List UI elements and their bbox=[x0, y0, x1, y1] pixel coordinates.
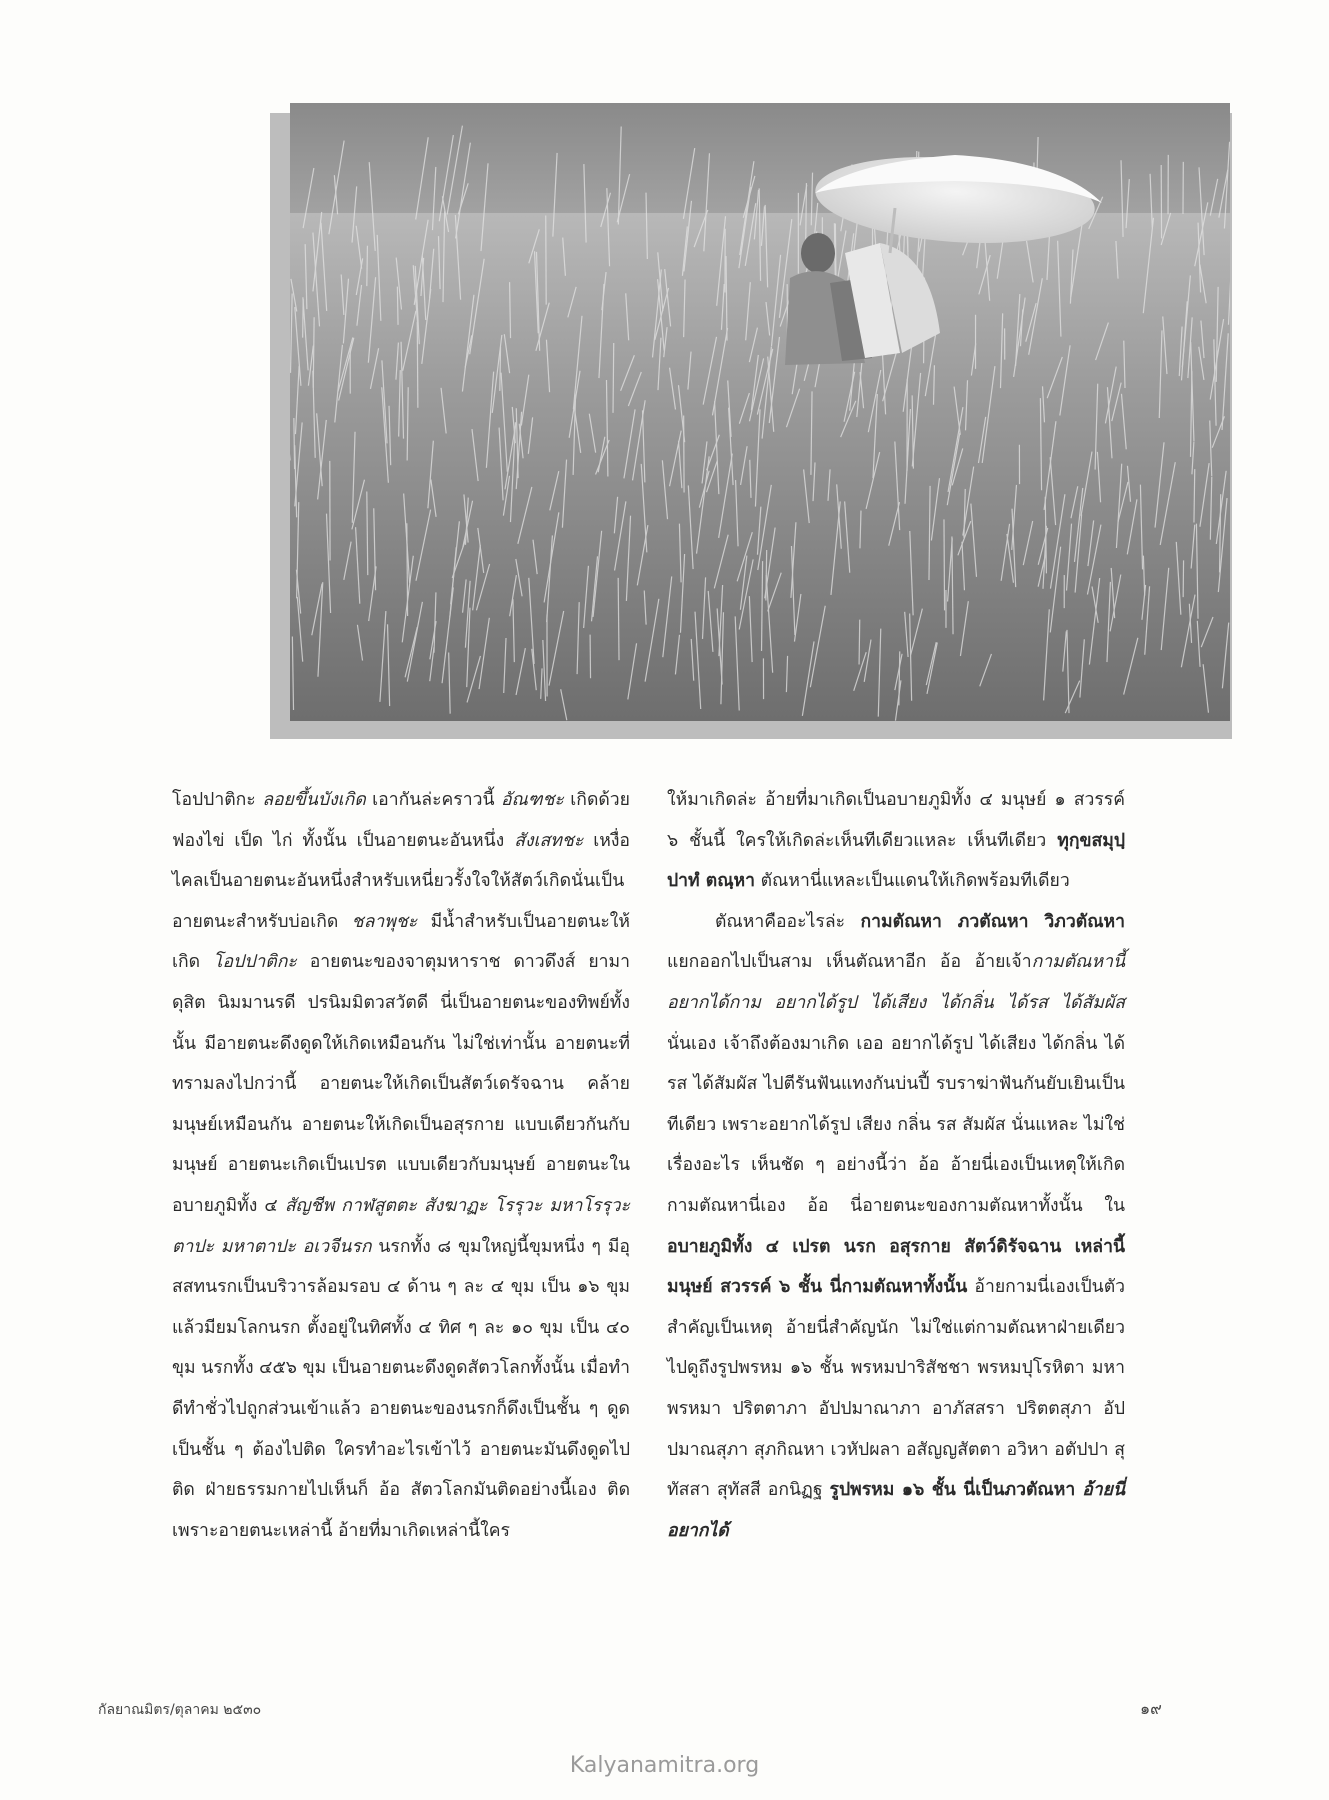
grass-stalk bbox=[303, 299, 304, 338]
grass-stalk bbox=[367, 246, 368, 286]
text-run: อัณฑชะ bbox=[500, 790, 564, 810]
grass-stalk bbox=[417, 322, 418, 408]
left-text-column bbox=[172, 780, 630, 1551]
text-run: โอปปาติกะ bbox=[172, 790, 263, 810]
text-run: อ้ายกามนี่เองเป็นตัวสำคัญเป็นเหตุ อ้ายนี่สำคัญนัก ไม่ใช่แต่กามตัณหาฝ่ายเดียว ไปดูถึงรูปพรหม ๑๖ ชั้น พรหมปาริสัชชา พรหมปุโรหิตา มหาพรหมา ปริตตาภา อัปปมาณาภา อาภัสสรา ปริตตสุภา อัปปมาณสุภา สุภกิณหา เวหัปผลา อสัญญสัตตา อวิหา อตัปปา สุทัสสา สุทัสสี อกนิฏฐ bbox=[667, 1277, 1125, 1501]
grass-stalk bbox=[397, 287, 398, 325]
text-run: นั่นเอง เจ้าถึงต้องมาเกิด เออ อยากได้รูป ได้เสียง ได้กลิ่น ได้รส ได้สัมผัส ไปตีรันฟันแทงกันบ่นปี้ รบราฆ่าฟันกันยับเยินเป็นทีเดียว เพราะอยากได้รูป เสียง กลิ่น รส สัมผัส นั่นแหละ ไม่ใช่เรื่องอะไร เห็นชัด ๆ อย่างนี้ว่า อ้อ อ้ายนี่เองเป็นเหตุให้เกิด กามตัณหานี่เอง อ้อ นี่อายตนะของกามตัณหาทั้งนั้น ใน bbox=[667, 1033, 1125, 1216]
text-run: ตัณหานี่แหละเป็นแดนให้เกิดพร้อมทีเดียว bbox=[755, 871, 1070, 892]
text-run: แยกออกไปเป็นสาม เห็นตัณหาอีก อ้อ อ้ายเจ้า bbox=[667, 952, 1032, 973]
text-run: ลอยขึ้นบังเกิด bbox=[262, 790, 366, 810]
text-run: โอปปาติกะ bbox=[213, 952, 297, 973]
watermark: Kalyanamitra.org bbox=[569, 1753, 760, 1778]
text-run: กามตัณหานี้ อยากได้กาม อยากได้รูป ได้เสียง ได้กลิ่น ได้รส ได้สัมผัส bbox=[667, 952, 1125, 1013]
text-run: รูปพรหม ๑๖ ชั้น นี่เป็นภวตัณหา bbox=[829, 1479, 1076, 1501]
text-run: ชลาพุชะ bbox=[351, 911, 418, 932]
text-run: ทุกฺขสมุปฺปาทํ ตณฺหา bbox=[667, 829, 1125, 892]
text-run: นรกทั้ง ๘ ขุมใหญ่นี้ขุมหนึ่ง ๆ มีอุสสทนรกเป็นบริวารล้อมรอบ ๔ ด้าน ๆ ละ ๔ ขุม เป็น ๑๖ ขุม แล้วมียมโลกนรก ตั้งอยู่ในทิศทั้ง ๔ ทิศ ๆ ละ ๑๐ ขุม เป็น ๔๐ ขุม นรกทั้ง ๔๕๖ ขุม เป็นอายตนะดึงดูดสัตวโลกทั้งนั้น เมื่อทำดีทำชั่วไปถูกส่วนเข้าแล้ว อายตนะของนรกก็ดึงเป็นชั้น ๆ ดูดเป็นชั้น ๆ ต้องไปติด ใครทำอะไรเข้าไว้ อายตนะมันดึงดูดไปติด ฝ่ายธรรมกายไปเห็นก็ อ้อ สัตวโลกมันติดอย่างนี้เอง ติดเพราะอายตนะเหล่านี้ อ้ายที่มาเกิดเหล่านี้ใคร bbox=[172, 1236, 630, 1541]
grass-field-illustration bbox=[290, 103, 1230, 721]
text-run: สัญชีพ กาฬสูตตะ สังฆาฏะ โรรุวะ มหาโรรุวะ ตาปะ มหาตาปะ อเวจีนรก bbox=[172, 1195, 630, 1257]
text-run: อ้ายนี่อยากได้ bbox=[667, 1479, 1125, 1541]
right-paragraph-1 bbox=[667, 780, 1125, 902]
text-run: อายตนะของจาตุมหาราช ดาวดึงส์ ยามา ดุสิต นิมมานรดี ปรนิมมิตวสวัตดี นี่เป็นอายตนะของทิพย์ทั้งนั้น มีอายตนะดึงดูดให้เกิดเหมือนกัน ไม่ใช่เท่านั้น อายตนะที่ทรามลงไปกว่านี้ อายตนะให้เกิดเป็นสัตว์เดรัจฉาน คล้ายมนุษย์เหมือนกัน อายตนะให้เกิดเป็นอสุรกาย แบบเดียวกันกับมนุษย์ อายตนะเกิดเป็นเปรต แบบเดียวกับมนุษย์ อายตนะในอบายภูมิทั้ง ๔ bbox=[172, 952, 630, 1216]
text-run: มีน้ำสำหรับเป็นอายตนะให้เกิด bbox=[172, 911, 630, 973]
text-run: อบายภูมิทั้ง ๔ เปรต นรก อสุรกาย สัตว์ดิรัจฉาน เหล่านี้ มนุษย์ สวรรค์ ๖ ชั้น นี่กามตัณหาทั้งนั้น bbox=[667, 1235, 1125, 1298]
text-run: เอากันล่ะคราวนี้ bbox=[365, 790, 501, 810]
footer-publication: กัลยาณมิตร/ตุลาคม ๒๕๓๐ bbox=[98, 1702, 262, 1718]
left-paragraph-1 bbox=[172, 780, 630, 1551]
text-run: เหงื่อไคลเป็นอายตนะอันหนึ่งสำหรับเหนี่ยวรั้งใจให้สัตว์เกิดนั่นเป็นอายตนะสำหรับบ่อเกิด bbox=[172, 830, 630, 932]
grass-stalk bbox=[766, 550, 767, 601]
text-run: สังเสทชะ bbox=[514, 830, 584, 851]
grass-stalk bbox=[859, 620, 860, 665]
monk-field-photo bbox=[290, 103, 1230, 721]
grass-stalk bbox=[294, 418, 295, 469]
grass-stalk bbox=[613, 343, 614, 413]
text-run: ให้มาเกิดล่ะ อ้ายที่มาเกิดเป็นอบายภูมิทั้ง ๔ มนุษย์ ๑ สวรรค์ ๖ ชั้นนี้ ใครให้เกิดล่ะเห็นทีเดียวแหละ เห็นทีเดียว bbox=[667, 790, 1125, 851]
text-run: กามตัณหา ภวตัณหา วิภวตัณหา bbox=[860, 910, 1126, 932]
text-run: เกิดด้วยฟองไข่ เป็ด ไก่ ทั้งนั้น เป็นอายตนะอันหนึ่ง bbox=[172, 790, 630, 851]
grass-stalk bbox=[944, 519, 945, 610]
grass-stalk bbox=[1194, 469, 1195, 522]
page-number: ๑๙ bbox=[1140, 1699, 1162, 1718]
right-paragraph-2 bbox=[667, 902, 1125, 1552]
grass-stalk bbox=[500, 347, 501, 391]
text-run: ตัณหาคืออะไรล่ะ bbox=[715, 911, 861, 932]
right-text-column bbox=[667, 780, 1125, 1551]
